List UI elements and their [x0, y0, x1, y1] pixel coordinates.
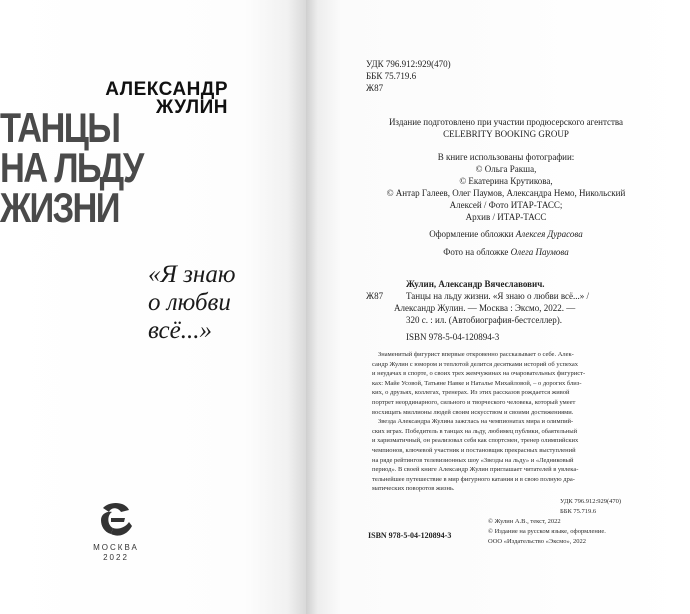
author-sign: Ж87	[366, 83, 384, 93]
book-title-line-2: НА ЛЬДУ	[0, 144, 143, 191]
cover-photo-credit	[336, 247, 676, 258]
annotation-line: Знаменитый фигурист впервые откровенно рассказывает о себе. Алек-	[378, 351, 574, 358]
eksmo-logo-icon	[99, 500, 133, 540]
producer-agency: CELEBRITY BOOKING GROUP	[443, 129, 569, 139]
book-title-line-3: ЖИЗНИ	[0, 184, 119, 231]
isbn-mid: ISBN 978-5-04-120894-3	[406, 332, 500, 342]
book-title-line-1: ТАНЦЫ	[0, 104, 120, 151]
bib-line: Танцы на льду жизни. «Я знаю о любви всё...» /	[406, 291, 590, 301]
udk-bottom: УДК 796.912:929(470)	[560, 498, 622, 505]
annotation-line: тельнейшее путешествие в мир фигурного катания и в свою полную дра-	[372, 475, 575, 483]
annotation-line: восхищать миллионы людей своим искусством и своими достижениями.	[372, 408, 574, 416]
annotation-line: и неудачах в спорте, о своих трех жемчужинах на очаровательных фигурист-	[372, 370, 586, 378]
cover-design-label: Оформление обложки	[429, 229, 514, 239]
cover-photo-name: Олега Паумова	[510, 247, 569, 257]
annotation-line: чемпионов, ключевой участник и постановщик прекрасных выступлений	[372, 447, 576, 454]
annotation-line: и харизматичный, он реализовал себя как спортсмен, тренер олимпийских	[372, 437, 579, 445]
publisher-year: 2022	[103, 553, 129, 562]
subtitle-quote-line-1: «Я знаю	[148, 261, 236, 288]
bbk-code: ББК 75.719.6	[366, 71, 417, 81]
photo-credit: © Екатерина Крутикова,	[459, 176, 553, 186]
copyright-line: © Жулин А.В., текст, 2022	[488, 518, 561, 525]
author-last-name: ЖУЛИН	[156, 97, 228, 118]
annotation-line: ках: Майе Усовой, Татьяне Навке и Наталье Михайловой, – о дорогих близ-	[372, 379, 582, 387]
annotation-line: портрет неординарного, сильного и творческого человека, который умеет	[372, 399, 576, 406]
left-page	[0, 0, 306, 614]
isbn-bottom: ISBN 978-5-04-120894-3	[368, 531, 452, 540]
copyright-line: ООО «Издательство «Эксмо», 2022	[488, 538, 586, 545]
udk-code: УДК 796.912:929(470)	[366, 59, 451, 69]
producer-note: Издание подготовлено при участии продюсерского агентства	[388, 117, 624, 127]
bib-line: 320 с. : ил. (Автобиография-бестселлер).	[406, 315, 563, 325]
publisher-city: МОСКВА	[93, 543, 139, 552]
cover-photo-label: Фото на обложке	[443, 247, 509, 257]
annotation-line: ских играх. Победитель в танцах на льду, любимец публики, обаятельный	[372, 427, 578, 435]
annotation-line: Звезда Александра Жулина зажглась на чемпионатах мира и олимпий-	[378, 418, 574, 426]
photo-credit: Алексей / Фото ИТАР-ТАСС;	[449, 200, 563, 210]
bbk-bottom: ББК 75.719.6	[560, 508, 597, 515]
cover-design-name: Алексея Дурасова	[515, 229, 583, 239]
bib-author: Жулин, Александр Вячеславович.	[406, 279, 545, 289]
bib-line: Александр Жулин. — Москва : Эксмо, 2022. —	[394, 303, 576, 313]
photos-heading: В книге использованы фотографии:	[437, 152, 575, 162]
annotation-line: на ряде рейтингов телевизионных шоу «Звезды на льду» и «Ледниковый	[372, 456, 574, 464]
right-page	[306, 0, 690, 614]
copyright-line: © Издание на русском языке, оформление.	[488, 528, 606, 535]
annotation-line: сандр Жулин с юмором и теплотой делится десятками историй об успехах	[372, 360, 579, 368]
subtitle-quote-line-2: о любви	[148, 289, 231, 316]
annotation-line: матических поворотов жизнь.	[372, 485, 455, 493]
cover-design-credit	[336, 229, 676, 240]
annotation-line: период». В своей книге Александр Жулин приглашает читателей в увлека-	[372, 466, 579, 474]
author-first-name: АЛЕКСАНДР	[105, 79, 228, 100]
bib-code: Ж87	[366, 291, 384, 301]
photo-credit: Архив / ИТАР-ТАСС	[465, 212, 547, 222]
annotation-line: ких, о друзьях, коллегах, тренерах. Из этих рассказов рождается живой	[372, 389, 570, 397]
photo-credit: © Антар Галеев, Олег Паумов, Александра Немо, Никольский	[386, 188, 626, 198]
photo-credit: © Ольга Ракша,	[475, 164, 537, 174]
subtitle-quote-line-3: всё...»	[148, 317, 212, 344]
